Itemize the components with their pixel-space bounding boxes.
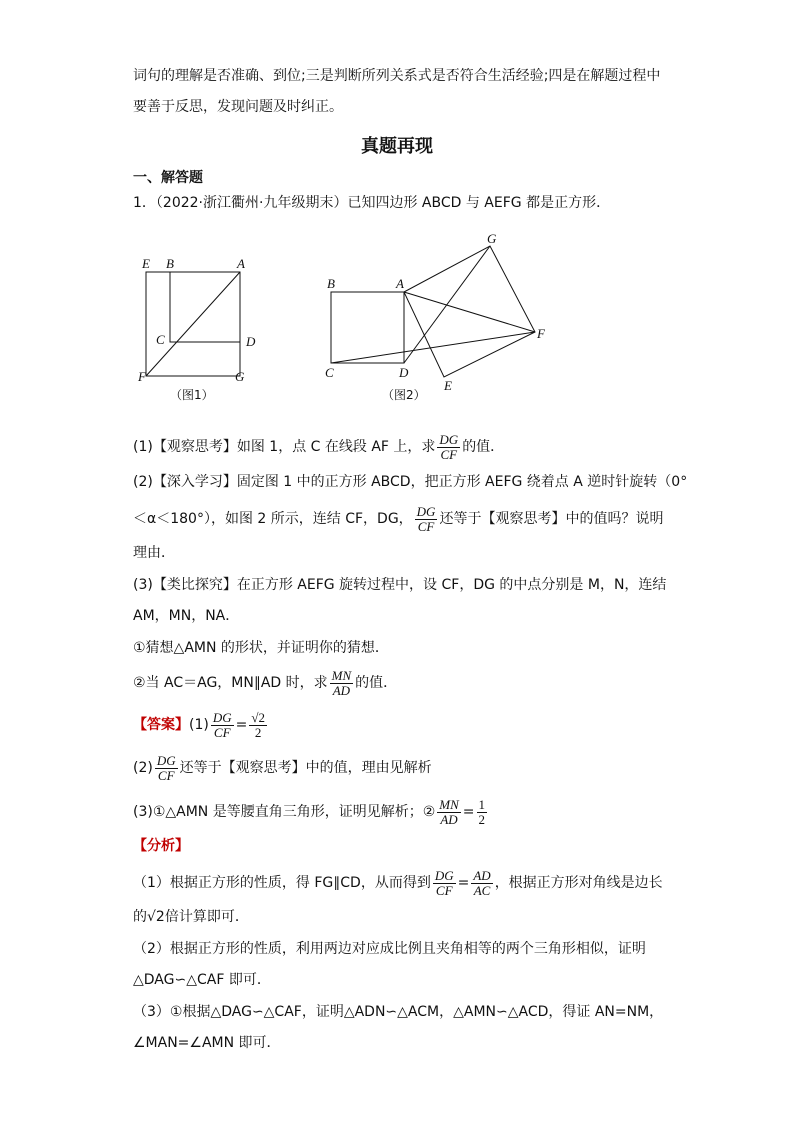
a1-fraction: $\frac{DG}{CF}$ <box>212 709 232 740</box>
question-3-sub-2: ②当 AC＝AG，MN∥AD 时，求 $\frac{MN}{AD}$ 的值． <box>133 667 398 698</box>
p1-fraction-2: $\frac{AD}{AC}$ <box>473 867 491 898</box>
a1-value: $\frac{√2}{2}$ <box>251 709 265 740</box>
question-2-line-2: ＜α＜180°），如图 2 所示，连结 CF，DG， $\frac{DG}{CF}$ 还等于【观察思考】中的值吗？说明 <box>133 503 664 534</box>
analysis-p1-line-2: 的√2倍计算即可． <box>133 909 249 925</box>
figure-1 <box>130 250 270 405</box>
analysis-p3-line-1: （3）①根据△DAG∽△CAF，证明△ADN∽△ACM，△AMN∽△ACD，得证 AN=NM， <box>133 1004 664 1020</box>
analysis-p3-line-2: ∠MAN=∠AMN 即可． <box>133 1035 281 1051</box>
fig2-label-f: F <box>537 326 545 341</box>
a3-fraction: $\frac{MN}{AD}$ <box>439 796 459 827</box>
question-3-sub-1: ①猜想△AMN 的形状，并证明你的猜想． <box>133 640 389 656</box>
q2-fraction: $\frac{DG}{CF}$ <box>416 503 436 534</box>
fig1-label-a: A <box>237 256 245 271</box>
fig2-label-b: B <box>327 276 335 291</box>
answer-3: (3)①△AMN 是等腰直角三角形，证明见解析；② $\frac{MN}{AD}$ = $\frac{1}{2}$ <box>133 796 486 827</box>
q1-text-a: (1)【观察思考】如图 1，点 C 在线段 AF 上，求 <box>133 439 436 455</box>
fig2-segment-af <box>404 292 535 332</box>
question-2-line-3: 理由． <box>133 545 175 561</box>
fig1-square-abcd <box>170 272 240 342</box>
q3-fraction: $\frac{MN}{AD}$ <box>331 667 352 698</box>
problem-source: （2022·浙江衢州·九年级期末） <box>155 195 348 211</box>
answer-1: 【答案】(1) $\frac{DG}{CF}$ = $\frac{√2}{2}$ <box>133 709 265 740</box>
question-2-line-1: (2)【深入学习】固定图 1 中的正方形 ABCD，把正方形 AEFG 绕着点 A 逆时针旋转（0° <box>133 474 688 490</box>
question-3-line-1: (3)【类比探究】在正方形 AEFG 旋转过程中，设 CF，DG 的中点分别是 M，N，连结 <box>133 577 667 593</box>
analysis-p2-line-1: （2）根据正方形的性质，利用两边对应成比例且夹角相等的两个三角形相似，证明 <box>133 941 646 957</box>
fig2-label-g: G <box>487 231 497 246</box>
answer-label: 【答案】 <box>133 717 189 733</box>
fig2-label-e: E <box>444 378 452 393</box>
fig2-label-d: D <box>399 365 409 380</box>
answer-2: (2) $\frac{DG}{CF}$ 还等于【观察思考】中的值，理由见解析 <box>133 752 432 783</box>
section-title: 真题再现 <box>361 136 433 157</box>
analysis-p2-line-2: △DAG∽△CAF 即可． <box>133 972 271 988</box>
section-heading: 一、解答题 <box>133 170 203 186</box>
fig1-label-e: E <box>142 256 150 271</box>
fig2-square-abcd <box>331 292 404 363</box>
fig1-label-f: F <box>138 369 146 384</box>
figure-2 <box>320 230 550 405</box>
question-1 <box>133 430 504 464</box>
fig2-label-a: A <box>396 276 404 291</box>
intro-line-2: 要善于反思，发现问题及时纠正。 <box>133 99 343 115</box>
question-3-line-2: AM，MN，NA． <box>133 608 240 624</box>
problem-text: 已知四边形 ABCD 与 AEFG 都是正方形． <box>347 195 611 211</box>
problem-number: 1． <box>133 195 156 211</box>
fig1-diagonal-af <box>146 272 240 376</box>
fig1-label-b: B <box>166 256 174 271</box>
intro-line-1: 词句的理解是否准确、到位;三是判断所列关系式是否符合生活经验;四是在解题过程中 <box>133 68 661 84</box>
fig1-label-g: G <box>235 369 245 384</box>
fig1-label-c: C <box>156 332 165 347</box>
fig2-label-c: C <box>325 365 334 380</box>
analysis-label: 【分析】 <box>133 838 189 854</box>
fig1-caption: （图1） <box>170 388 214 402</box>
q1-text-b: 的值． <box>462 439 505 455</box>
problem-statement <box>133 193 610 213</box>
fig1-label-d: D <box>246 334 256 349</box>
p1-fraction-1: $\frac{DG}{CF}$ <box>434 867 454 898</box>
analysis-p1-line-1: （1）根据正方形的性质，得 FG∥CD，从而得到 $\frac{DG}{CF}$ = $\frac{AD}{AC}$ ，根据正方形对角线是边长 <box>133 867 663 898</box>
a3-value: $\frac{1}{2}$ <box>478 796 486 827</box>
fig2-caption: （图2） <box>382 388 426 402</box>
q1-fraction: $\frac{DG}{CF}$ <box>439 431 459 462</box>
a2-fraction: $\frac{DG}{CF}$ <box>156 752 176 783</box>
